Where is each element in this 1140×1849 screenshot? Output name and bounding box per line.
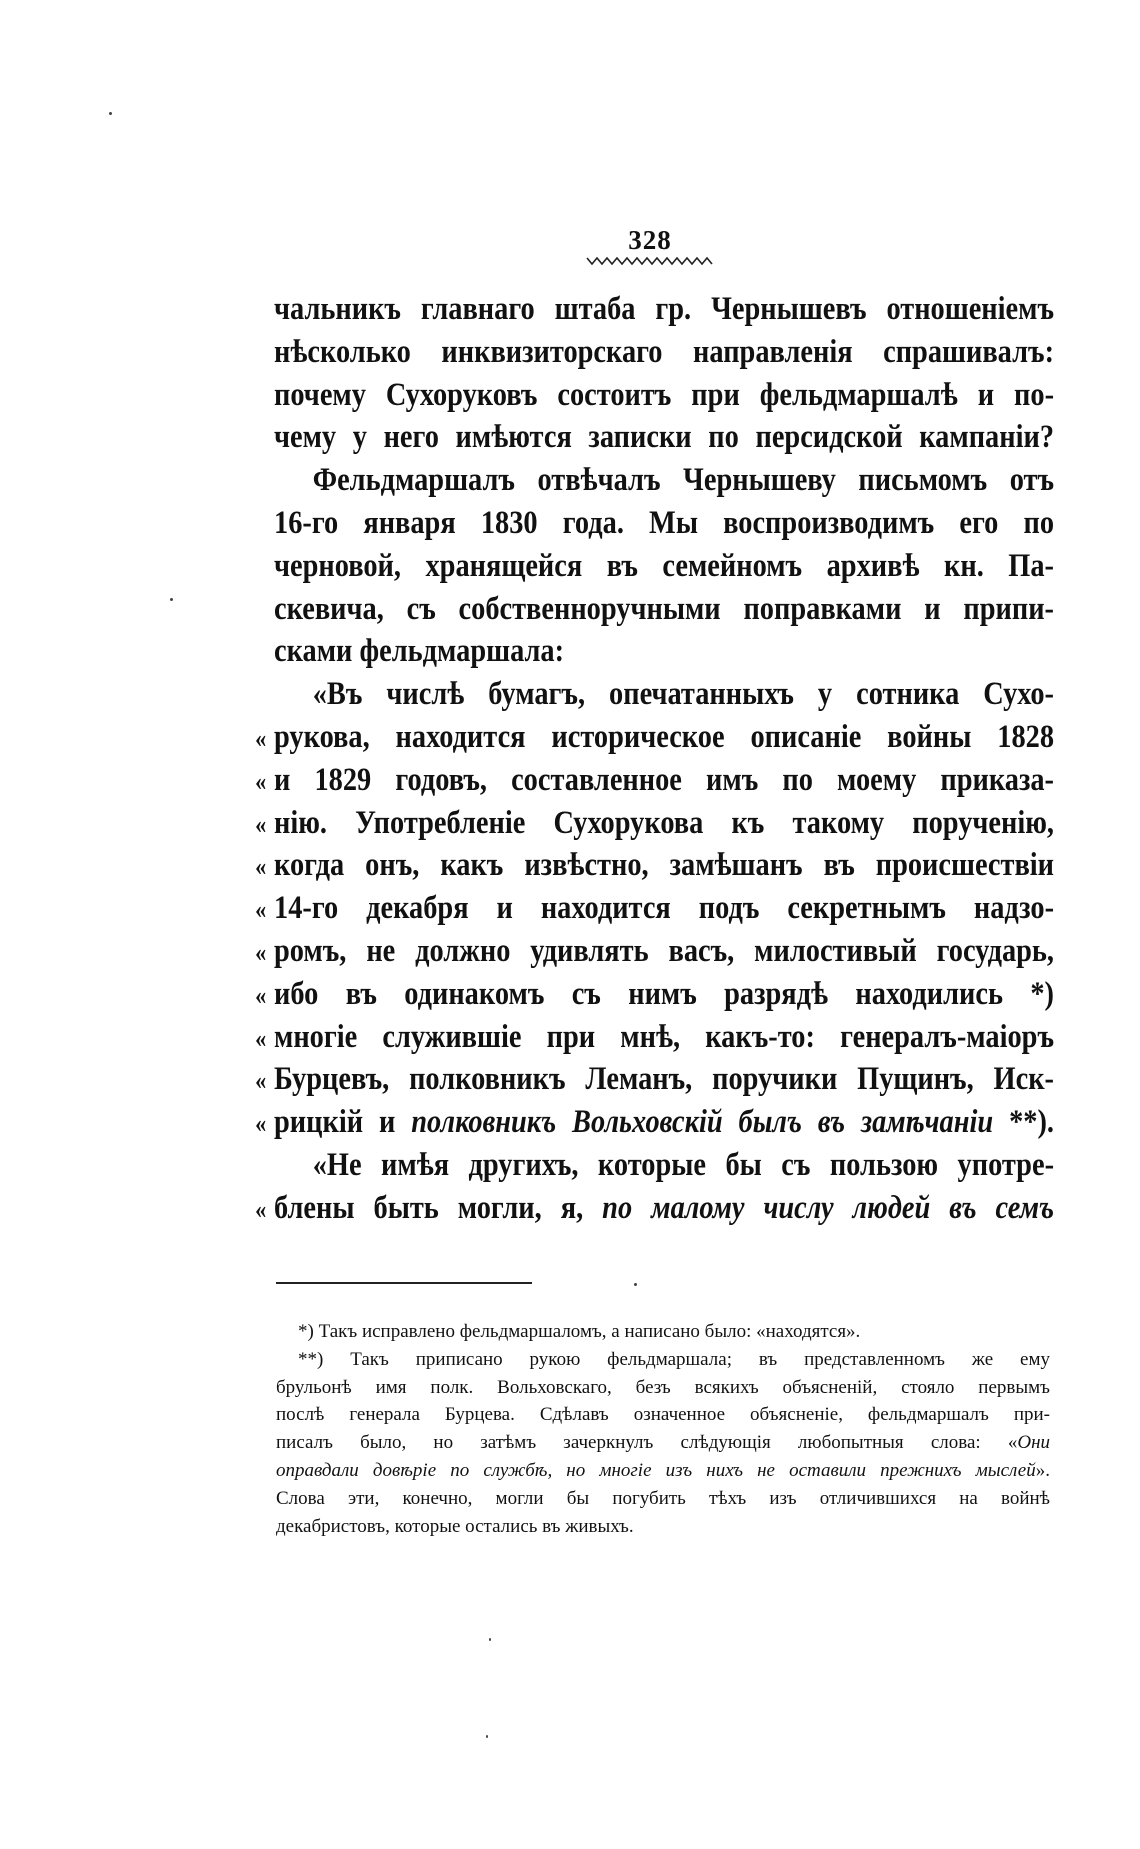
quote-line: « рукова, находится историческое описаніе войны 1828 [255, 718, 1055, 755]
quote-line: « Бурцевъ, полковникъ Леманъ, поручики Пущинъ, Иск- [255, 1061, 1055, 1098]
text-line: скевича, съ собственноручными поправками и припи- [274, 590, 1055, 627]
quote-line: « и 1829 годовъ, составленное имъ по моему приказа- [255, 761, 1055, 798]
quote-text: и 1829 годовъ, составленное имъ по моему приказа- [274, 761, 1055, 798]
text-line: чальникъ главнаго штаба гр. Чернышевъ отношеніемъ [274, 291, 1055, 327]
footnote-1: *) Такъ исправлено фельдмаршаломъ, а написано было: «находятся». [298, 1321, 861, 1342]
quote-line: « 14-го декабря и находится подъ секретнымъ надзо- [255, 890, 1055, 927]
footnote-2-line: послѣ генерала Бурцева. Сдѣлавъ означенное объясненіе, фельдмаршалъ при- [276, 1404, 1050, 1426]
italic-insertion: по малому числу людей въ семъ [602, 1189, 1055, 1226]
quote-line: « нію. Употребленіе Сухорукова къ такому порученію, [255, 804, 1055, 841]
italic-insertion: полковникъ Вольховскій былъ въ замѣчаніи [411, 1104, 994, 1141]
scan-speck [170, 598, 173, 601]
quote-text: когда онъ, какъ извѣстно, замѣшанъ въ происшествіи [274, 847, 1055, 884]
quote-line: « ромъ, не должно удивлять васъ, милостивый государь, [255, 932, 1055, 969]
quote-text: блены быть могли, я, [274, 1189, 603, 1226]
footnote-2-line: декабристовъ, которые остались въ живыхъ. [276, 1515, 634, 1537]
quote-line: « рицкій и полковникъ Вольховскій былъ въ замѣчаніи **). [255, 1104, 1055, 1141]
text-line: 16-го января 1830 года. Мы воспроизводимъ его по [274, 504, 1055, 541]
quote-text: ромъ, не должно удивлять васъ, милостивый государь, [274, 932, 1055, 969]
quote-text: 14-го декабря и находится подъ секретнымъ надзо- [274, 890, 1055, 927]
page-header [570, 225, 730, 267]
footnote-2-line: **) Такъ приписано рукою фельдмаршала; въ представленномъ же ему [298, 1348, 1050, 1370]
quote-text: рицкій и [274, 1104, 412, 1141]
text-line: нѣсколько инквизиторскаго направленія спрашивалъ: [274, 333, 1055, 370]
quote-line: « блены быть могли, я, по малому числу людей въ семъ [255, 1189, 1055, 1226]
quote-line: «Въ числѣ бумагъ, опечатанныхъ у сотника Сухо- [312, 676, 1055, 713]
quote-line: « ибо въ одинакомъ съ нимъ разрядѣ находились *) [255, 975, 1055, 1012]
footnote-2-line: брульонѣ имя полк. Вольховскаго, безъ всякихъ объясненій, стояло первымъ [276, 1376, 1050, 1398]
footnote-2-line [276, 1429, 1050, 1457]
scan-speck [489, 1638, 491, 1641]
footnote-2-line [276, 1457, 1050, 1485]
text-line: сками фельдмаршала: [274, 633, 565, 670]
quote-line: « когда онъ, какъ извѣстно, замѣшанъ въ происшествіи [255, 847, 1055, 884]
footnote-italic: Они [1017, 1432, 1050, 1454]
quote-text: Бурцевъ, полковникъ Леманъ, поручики Пущинъ, Иск- [274, 1061, 1055, 1098]
quote-text: нію. Употребленіе Сухорукова къ такому порученію, [274, 804, 1055, 841]
text-line: чему у него имѣются записки по персидской кампаніи? [274, 419, 1055, 456]
footnote-text: ». [1035, 1459, 1050, 1481]
scan-speck [634, 1283, 637, 1286]
quote-line: «Не имѣя другихъ, которые бы съ пользою употре- [312, 1146, 1055, 1183]
quote-text: **). [993, 1104, 1055, 1141]
text-line: почему Сухоруковъ состоитъ при фельдмаршалѣ и по- [274, 376, 1055, 413]
footnote-text: писалъ было, но затѣмъ зачеркнулъ слѣдующія любопытныя слова: « [276, 1432, 1018, 1454]
footnote-italic: оправдали довѣріе по службѣ, но многіе изъ нихъ не оставили прежнихъ мыслей [276, 1459, 1036, 1481]
quote-line: « многіе служившіе при мнѣ, какъ-то: генералъ-маіоръ [255, 1018, 1055, 1055]
quote-text: многіе служившіе при мнѣ, какъ-то: генералъ-маіоръ [274, 1018, 1055, 1055]
footnote-2-line: Слова эти, конечно, могли бы погубить тѣхъ изъ отличившихся на войнѣ [276, 1487, 1050, 1509]
scan-speck [109, 112, 112, 115]
text-line: черновой, хранящейся въ семейномъ архивѣ кн. Па- [274, 547, 1055, 584]
footnotes [276, 1318, 1050, 1540]
wavy-rule-ornament [585, 255, 715, 267]
quote-text: ибо въ одинакомъ съ нимъ разрядѣ находились *) [274, 975, 1055, 1012]
page-number: 328 [628, 225, 672, 255]
scan-speck [486, 1735, 488, 1738]
text-line: Фельдмаршалъ отвѣчалъ Чернышеву письмомъ отъ [312, 462, 1055, 499]
quote-text: рукова, находится историческое описаніе войны 1828 [274, 718, 1055, 755]
main-text [255, 288, 1055, 1230]
footnote-divider [276, 1282, 532, 1284]
